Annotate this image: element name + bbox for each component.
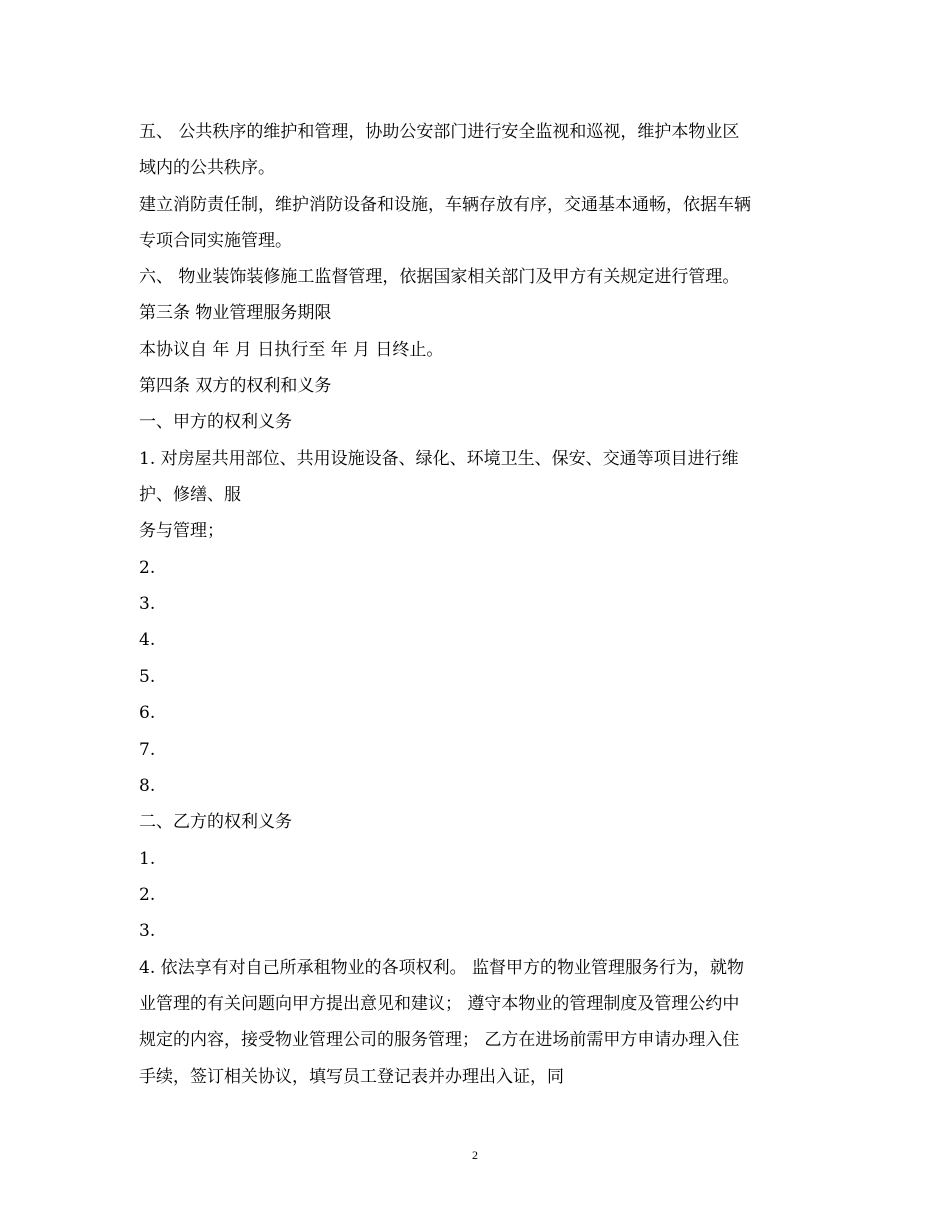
text-line: 务与管理；	[139, 521, 224, 541]
subsection-heading: 二、乙方的权利义务	[139, 812, 292, 832]
list-item: 4. 依法享有对自己所承租物业的各项权利。 监督甲方的物业管理服务行为，就物	[139, 958, 745, 978]
text-line: 域内的公共秩序。	[139, 158, 275, 178]
text-line: 专项合同实施管理。	[139, 231, 292, 251]
list-item: 7.	[139, 740, 156, 760]
text-line: 业管理的有关问题向甲方提出意见和建议； 遵守本物业的管理制度及管理公约中	[139, 994, 740, 1014]
list-item: 6.	[139, 703, 156, 723]
text-line: 手续，签订相关协议，填写员工登记表并办理出入证，同	[139, 1067, 564, 1087]
list-item: 2.	[139, 558, 156, 578]
subsection-heading: 一、甲方的权利义务	[139, 412, 292, 432]
section-heading: 第四条 双方的权利和义务	[139, 376, 332, 396]
list-item: 3.	[139, 594, 156, 614]
text-line: 六、 物业装饰装修施工监督管理，依据国家相关部门及甲方有关规定进行管理。	[139, 267, 740, 287]
section-heading: 第三条 物业管理服务期限	[139, 303, 332, 323]
list-item: 1. 对房屋共用部位、共用设施设备、绿化、环境卫生、保安、交通等项目进行维	[139, 449, 739, 469]
list-item: 1.	[139, 849, 156, 869]
list-item: 5.	[139, 667, 156, 687]
list-item: 4.	[139, 630, 156, 650]
text-line: 护、修缮、服	[139, 485, 241, 505]
text-line: 五、 公共秩序的维护和管理，协助公安部门进行安全监视和巡视，维护本物业区	[139, 122, 740, 142]
list-item: 2.	[139, 885, 156, 905]
list-item: 3.	[139, 921, 156, 941]
page-number: 2	[472, 1148, 478, 1162]
text-line: 建立消防责任制，维护消防设备和设施，车辆存放有序，交通基本通畅，依据车辆	[139, 195, 751, 215]
text-line: 规定的内容，接受物业管理公司的服务管理； 乙方在进场前需甲方申请办理入住	[139, 1030, 740, 1050]
list-item: 8.	[139, 776, 156, 796]
text-line: 本协议自 年 月 日执行至 年 月 日终止。	[139, 340, 444, 360]
